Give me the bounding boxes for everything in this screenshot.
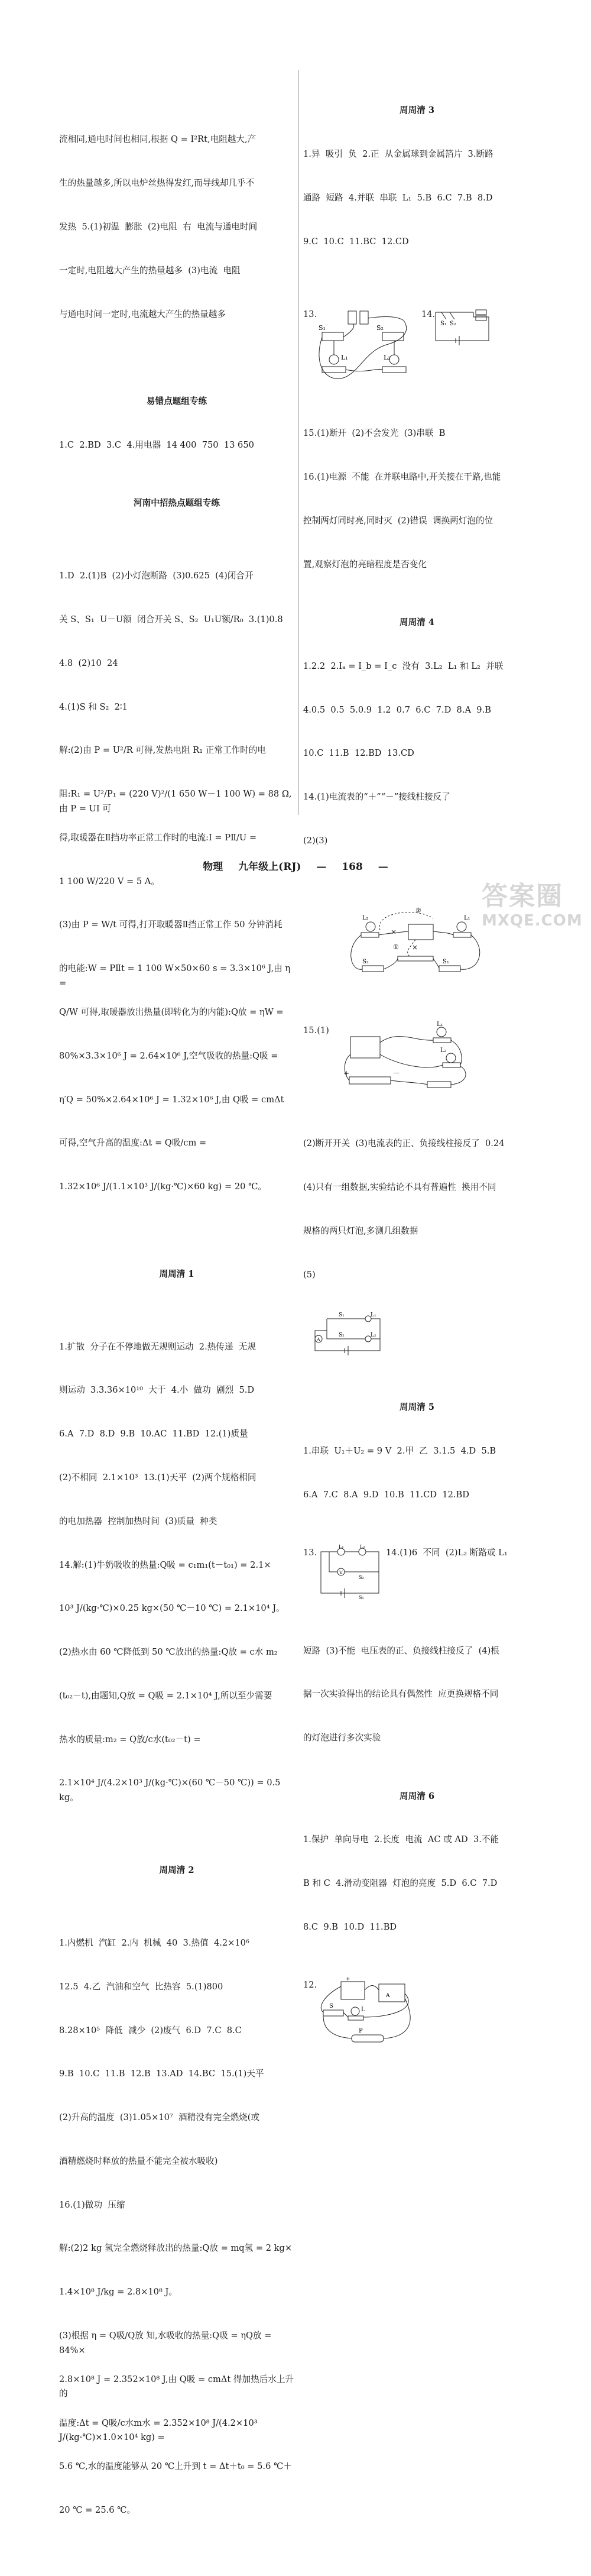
question-number: 13. — [303, 309, 317, 319]
text-line: (3)根据 η = Q吸/Q放 知,水吸收的热量:Q吸 = ηQ放 = 84%× — [59, 2331, 275, 2355]
label-l2: L₂ — [371, 1332, 376, 1339]
text-line: 的电能:W = PⅡt = 1 100 W×50×60 s = 3.3×10⁶ J,由 η = — [59, 963, 293, 988]
footer-dash: — — [316, 861, 327, 873]
text-line: 解:(2)由 P = U²/R 可得,发热电阻 R₁ 正常工作时的电 — [59, 745, 266, 756]
text-line: 20 ℃ = 25.6 ℃。 — [59, 2505, 136, 2516]
zzq3-figures — [303, 308, 531, 383]
text-line: 16.(1)做功 压缩 — [59, 2199, 125, 2210]
text-line: (2)升高的温度 (3)1.05×10⁷ 酒精没有完全燃烧(或 — [59, 2112, 260, 2123]
page-number: 168 — [342, 861, 363, 873]
zzq2-block — [59, 1907, 294, 2547]
text-line: 4.8 (2)10 24 — [59, 658, 118, 668]
text-line: 8.28×10⁵ 降低 减少 (2)废气 6.D 7.C 8.C — [59, 2025, 242, 2035]
text-line: 的灯泡进行多次实验 — [303, 1733, 381, 1743]
text-line: 10³ J/(kg·℃)×0.25 kg×(50 ℃－10 ℃) = 2.1×10⁴ J。 — [59, 1603, 285, 1614]
question-number: 14. — [421, 309, 436, 319]
label-l2: L₂ — [360, 1543, 365, 1549]
label-l2: L₂ — [440, 1047, 447, 1054]
text-line: 流相同,通电时间也相同,根据 Q = I²Rt,电阻越大,产 — [59, 134, 256, 145]
label-plus: + — [343, 1069, 350, 1077]
label-s1: S₁ — [443, 958, 449, 965]
label-s1: S₁ — [440, 320, 447, 327]
physical-circuit-diagram — [339, 907, 492, 980]
text-line: 短路 (3)不能 电压表的正、负接线柱接反了 (4)根 — [303, 1645, 499, 1656]
label-1: ① — [393, 943, 399, 951]
label-v: V — [339, 1569, 343, 1575]
text-line: 4.(1)S 和 S₂ 2∶1 — [59, 701, 128, 712]
text-line: 1.内燃机 汽缸 2.内 机械 40 3.热值 4.2×10⁶ — [59, 1938, 249, 1948]
label-l1: L₁ — [341, 353, 348, 361]
label-l1: L₁ — [464, 914, 470, 921]
text-line: 9.B 10.C 11.B 12.B 13.AD 14.BC 15.(1)天平 — [59, 2069, 264, 2079]
text-line: 5.6 ℃,水的温度能够从 20 ℃上升到 t = Δt＋t₀ = 5.6 ℃＋ — [59, 2461, 292, 2472]
text-line: 1.4×10⁸ J/kg = 2.8×10⁸ J。 — [59, 2287, 177, 2297]
physical-circuit-diagram — [317, 309, 418, 382]
text-line: 1.保护 单向导电 2.长度 电流 AC 或 AD 3.不能 — [303, 1834, 499, 1845]
text-line: 与通电时间一定时,电流越大产生的热量越多 — [59, 309, 226, 319]
label-plus: + — [346, 1976, 350, 1983]
text-line: 1.32×10⁶ J/(1.1×10³ J/(kg·℃)×60 kg) = 20 ℃。 — [59, 1182, 267, 1192]
text-line: 酒精燃烧时释放的热量不能完全被水吸收) — [59, 2156, 218, 2166]
circuit-schematic — [432, 308, 491, 345]
footer-grade: 九年级上(RJ) — [238, 861, 301, 873]
label-2: ② — [415, 906, 421, 914]
text-line: 发热 5.(1)初温 膨胀 (2)电阻 右 电流与通电时间 — [59, 221, 258, 232]
answer-text: 14.(1)6 不同 (2)L₂ 断路或 L₁ — [386, 1547, 508, 1558]
text-line: 1.C 2.BD 3.C 4.用电器 14 400 750 13 650 — [59, 439, 254, 450]
text-line: 通路 短路 4.并联 串联 L₁ 5.B 6.C 7.B 8.D — [303, 192, 493, 203]
text-line: 关 S、S₁ U－U额 闭合开关 S、S₂ U₁U额/R₀ 3.(1)0.8 — [59, 614, 283, 624]
text-line: 2.8×10⁸ J = 2.352×10⁸ J,由 Q吸 = cmΔt 得加热后水上升的 — [59, 2374, 294, 2399]
section-heading-zzq3: 周周清 3 — [399, 105, 435, 116]
text-line: Q/W 可得,取暖器放出热量(即转化为的内能):Q放 = ηW = — [59, 1007, 284, 1017]
text-line: 2.1×10⁴ J/(4.2×10³ J/(kg·℃)×(60 ℃－50 ℃)) = 0.5 kg。 — [59, 1778, 284, 1803]
question-number: 12. — [303, 1980, 317, 1991]
text-line: 据一次实验得出的结论具有偶然性 应更换规格不同 — [303, 1689, 499, 1700]
text-line: 置,观察灯泡的亮暗程度是否变化 — [303, 559, 427, 569]
text-line: 12.5 4.乙 汽油和空气 比热容 5.(1)800 — [59, 1981, 223, 1992]
label-s1: S₁ — [319, 323, 326, 332]
text-line: (4)只有一组数据,实验结论不具有普遍性 换用不同 — [303, 1182, 496, 1193]
text-line: 1.D 2.(1)B (2)小灯泡断路 (3)0.625 (4)闭合开 — [59, 571, 254, 581]
circuit-schematic — [317, 1543, 382, 1600]
label-l: L — [361, 2007, 365, 2014]
watermark-cn: 答案圈 — [482, 881, 563, 911]
henan-block — [59, 540, 294, 1224]
label-p: P — [359, 2028, 363, 2035]
text-line: 一定时,电阻越大产生的热量越多 (3)电流 电阻 — [59, 265, 241, 276]
label-s2: S₂ — [362, 958, 369, 965]
section-heading-zzq5: 周周清 5 — [399, 1402, 435, 1412]
text-line: 1.扩散 分子在不停地做无规则运动 2.热传递 无规 — [59, 1341, 256, 1352]
question-number: 15.(1) — [303, 1025, 329, 1035]
footer-dash: — — [378, 861, 388, 873]
text-line: 阻:R₁ = U²/P₁ = (220 V)²/(1 650 W－1 100 W) = 88 Ω,由 P = UI 可 — [59, 789, 292, 814]
page-footer — [0, 858, 591, 873]
label-s1: S₁ — [339, 1312, 345, 1319]
watermark-logo — [482, 881, 583, 940]
right-column — [303, 75, 531, 2077]
text-line: (2)断开开关 (3)电流表的正、负接线柱接反了 0.24 — [303, 1138, 505, 1149]
label-l2: L₂ — [384, 353, 391, 361]
text-line: 得,取暖器在Ⅱ挡功率正常工作时的电流:I = PⅡ/U = — [59, 832, 257, 843]
text-line: 解:(2)2 kg 氢完全燃烧释放出的热量:Q放 = mq氢 = 2 kg× — [59, 2243, 293, 2254]
text-line: 可得,空气升高的温度:Δt = Q吸/cm = — [59, 1138, 207, 1148]
text-line: 温度:Δt = Q吸/c水m水 = 2.352×10⁸ J/(4.2×10³ J/(kg·℃)×1.0×10⁴ kg) = — [59, 2418, 261, 2443]
label-l1: L₁ — [339, 1543, 344, 1549]
text-line: 14.(1)电流表的“＋”“－”接线柱接反了 — [303, 792, 450, 802]
text-line: η′Q = 50%×2.64×10⁶ J = 1.32×10⁶ J,由 Q吸 = cmΔt — [59, 1094, 284, 1105]
footer-subject: 物理 — [203, 861, 223, 873]
physical-circuit-diagram — [317, 1978, 430, 2048]
text-line: 4.0.5 0.5 5.0.9 1.2 0.7 6.C 7.D 8.A 9.B — [303, 704, 491, 715]
text-line: 1.2.2 2.Iₐ = I_b = I_c 没有 3.L₂ L₁ 和 L₂ 并联 — [303, 661, 504, 671]
label-minus: － — [393, 1069, 401, 1077]
question-number: 13. — [303, 1547, 317, 1558]
zzq5-figure-row — [303, 1543, 531, 1600]
label-l1: L₁ — [437, 1021, 443, 1028]
text-line: 9.C 10.C 11.BC 12.CD — [303, 236, 409, 247]
text-line: (5) — [303, 1269, 316, 1280]
label-s: S — [329, 2003, 333, 2010]
section-heading-yicuo: 易错点题组专练 — [146, 396, 207, 407]
section-heading-zzq1: 周周清 1 — [159, 1268, 194, 1279]
text-line: 14.解:(1)牛奶吸收的热量:Q吸 = c₁m₁(t－t₀₁) = 2.1× — [59, 1559, 271, 1570]
zzq4-q15-figure — [303, 1021, 531, 1093]
watermark-en: MXQE.COM — [482, 912, 583, 930]
text-line: 8.C 9.B 10.D 11.BD — [303, 1921, 397, 1932]
label-s1: S₁ — [359, 1594, 364, 1600]
label-l2: L₂ — [362, 914, 369, 921]
continuation-block — [59, 103, 294, 351]
text-line: 80%×3.3×10⁶ J = 2.64×10⁶ J,空气吸收的热量:Q吸 = — [59, 1050, 278, 1061]
text-line: 则运动 3.3.36×10¹⁰ 大于 4.小 做功 剧烈 5.D — [59, 1385, 255, 1396]
text-line: 1.串联 U₁＋U₂ = 9 V 2.甲 乙 3.1.5 4.D 5.B — [303, 1445, 496, 1456]
section-heading-zzq6: 周周清 6 — [399, 1791, 435, 1801]
label-l1: L₁ — [371, 1312, 376, 1319]
left-column — [59, 75, 294, 2576]
text-line: 1.异 吸引 负 2.正 从金属球到金属箔片 3.断路 — [303, 148, 493, 159]
text-line: 15.(1)断开 (2)不会发光 (3)串联 B — [303, 428, 446, 439]
text-line: 规格的两只灯泡,多测几组数据 — [303, 1226, 418, 1236]
section-heading-zzq4: 周周清 4 — [399, 617, 435, 627]
label-s2: S₂ — [450, 320, 456, 327]
text-line: B 和 C 4.滑动变阻器 灯泡的亮度 5.D 6.C 7.D — [303, 1878, 498, 1889]
text-line: 6.A 7.D 8.D 9.B 10.AC 11.BD 12.(1)质量 — [59, 1429, 248, 1439]
circuit-schematic — [309, 1313, 386, 1357]
text-line: 的电加热器 控制加热时间 (3)质量 种类 — [59, 1516, 217, 1526]
text-line: 6.A 7.C 8.A 9.D 10.B 11.CD 12.BD — [303, 1489, 469, 1500]
section-heading-zzq2: 周周清 2 — [159, 1865, 194, 1876]
section-heading-henan: 河南中招热点题组专练 — [134, 498, 220, 509]
label-a: A — [317, 1337, 320, 1343]
text-line: (2)不相同 2.1×10³ 13.(1)天平 (2)两个规格相同 — [59, 1473, 256, 1483]
text-line: (2)(3) — [303, 835, 328, 846]
zzq6-figure — [303, 1978, 531, 2048]
text-line: 10.C 11.B 12.BD 13.CD — [303, 748, 414, 759]
label-s2: S₂ — [359, 1574, 364, 1580]
physical-circuit-diagram — [339, 1021, 475, 1093]
text-line: (t₀₂－t),由题知,Q放 = Q吸 = 2.1×10⁴ J,所以至少需要 — [59, 1690, 272, 1701]
label-s2: S₂ — [376, 323, 384, 332]
text-line: 控制两灯同时亮,同时灭 (2)错误 调换两灯泡的位 — [303, 515, 493, 526]
text-line: (2)热水由 60 ℃降低到 50 ℃放出的热量:Q放 = c水 m₂ — [59, 1647, 278, 1658]
text-line: 16.(1)电源 不能 在并联电路中,开关接在干路,也能 — [303, 472, 501, 483]
label-s2: S₂ — [339, 1332, 345, 1339]
zzq1-block — [59, 1310, 294, 1820]
text-line: 1 100 W/220 V = 5 A。 — [59, 876, 160, 886]
label-a: A — [386, 1993, 390, 1999]
text-line: 热水的质量:m₂ = Q放/c水(t₀₂－t) = — [59, 1734, 201, 1745]
text-line: (3)由 P = W/t 可得,打开取暖器Ⅱ挡正常工作 50 分钟消耗 — [59, 920, 282, 930]
text-line: 生的热量越多,所以电炉丝热得发红,而导线却几乎不 — [59, 178, 255, 189]
